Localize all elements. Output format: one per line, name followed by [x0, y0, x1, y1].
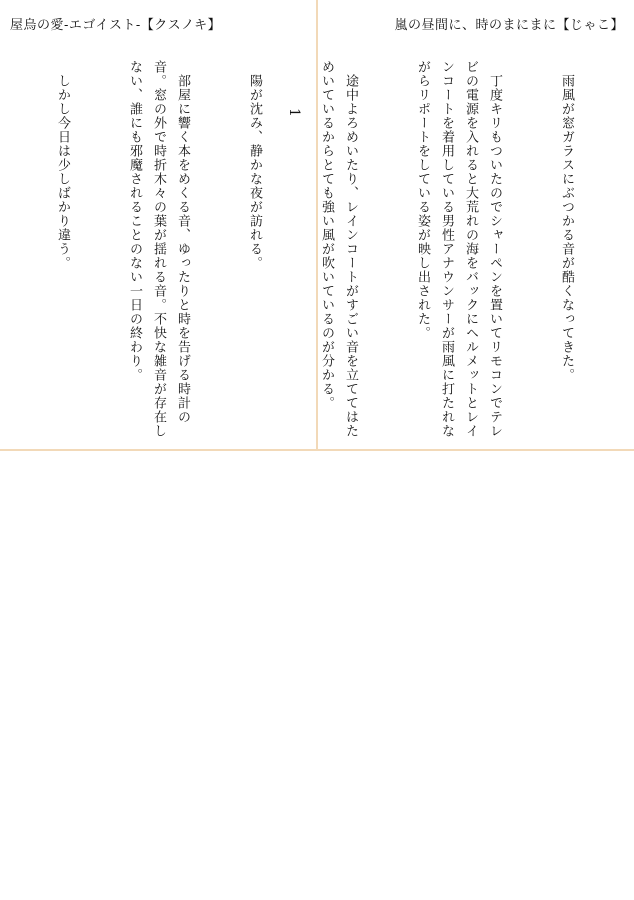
left-body-text: [0, 60, 314, 450]
paragraph: [0, 60, 2, 450]
paragraph: しかし今日は少しばかり違う。: [55, 60, 70, 270]
left-running-head: 屋烏の愛-エゴイスト-【クスノキ】: [10, 18, 222, 33]
paragraph: 丁度キリもついたのでシャーペンを置いてリモコンでテレビの電源を入れると大荒れの海をバックにヘルメットとレインコートを着用している男性アナウンサーが雨風に打たれながらリポートをしている姿が映し出された。: [415, 60, 502, 438]
left-page[interactable]: [0, 0, 316, 450]
paragraph: 陽が沈み、静かな夜が訪れる。: [247, 60, 262, 270]
right-body-text: [318, 60, 626, 450]
paragraph: 途中よろめいたり、レインコートがすごい音を立ててはためいているからとても強い風が吹いているのが分かる。: [319, 60, 358, 438]
paragraph: 雨風が窓ガラスにぶつかる音が酷くなってきた。: [559, 60, 574, 382]
empty-viewer-area: [0, 451, 634, 900]
paragraph: 部屋に響く本をめくる音、ゆったりと時を告げる時計の音。窓の外で時折木々の葉が揺れる音。不快な雑音が存在しない、誰にも邪魔されることのない一日の終わり。: [127, 60, 190, 438]
chapter-number: 1: [286, 108, 302, 117]
right-page[interactable]: [318, 0, 634, 450]
right-running-head: 嵐の昼間に、時のまにまに【じゃこ】: [394, 18, 624, 33]
